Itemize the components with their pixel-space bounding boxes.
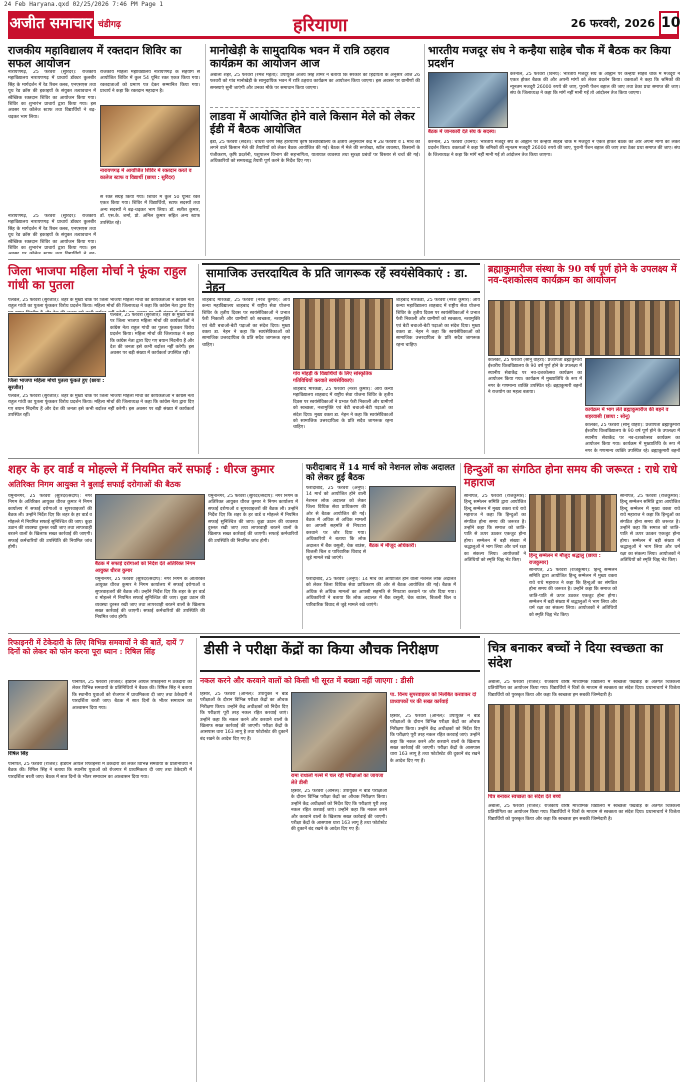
section-divider (8, 458, 680, 459)
story-lok-adalat-body-2: फरीदाबाद, 25 फरवरी (अनूप): 14 मार्च को आयोजित होने वाली नेशनल लोक अदालत को लेकर जिला विधिक सेवा प्राधिकरण की ओर से बैठक आयोजित की गई। बैठक में अधिक से अधिक मामलों का आपसी सहमति से निपटारा करवाने पर जोर दिया गया। अधिकारियों ने बताया कि लोक अदालत में बैंक वसूली, चेक बाउंस, बिजली बिल व पारिवारिक विवाद से जुड़े मामले रखे जाएंगे। (306, 577, 456, 608)
story-dc-inspection-box: पा. विनय सुपरवाइजर को निलंबित करवाकर दो प्राध्यापकों पर की सख्त कार्रवाई (390, 692, 477, 705)
story-lok-adalat-body: फरीदाबाद, 25 फरवरी (अनूप): 14 मार्च को आयोजित होने वाली नेशनल लोक अदालत को लेकर जिला विधिक सेवा प्राधिकरण की ओर से बैठक आयोजित की गई। बैठक में अधिक से अधिक मामलों का आपसी सहमति से निपटारा करवाने पर जोर दिया गया। अधिकारियों ने बताया कि लोक अदालत में बैंक वसूली, चेक बाउंस, बिजली बिल व पारिवारिक विवाद से जुड़े मामले रखे जाएंगे। (306, 486, 366, 562)
column-divider (196, 638, 197, 1082)
story-dc-inspection-caption: रामा राधालो गर्ल्स में चल रही परीक्षाओं का जायजा लेते डीसी (291, 773, 384, 786)
brahmakumaris-event-photo (488, 300, 680, 356)
story-effigy-headline: जिला भाजपा महिला मोर्चा ने फूंका राहुल गांधी का पुतला (8, 264, 187, 293)
story-hindu-sammelan-body: सोनीपत, 25 फरवरी (राजकुमार): हिन्दू सम्मेलन समिति द्वारा आयोजित हिन्दू सम्मेलन में मुख्य वक्ता राधे राधे महाराज ने कहा कि हिन्दुओं का संगठित होना समय की जरूरत है। उन्होंने कहा कि समाज को जाति-पाति से ऊपर उठकर एकजुट होना होगा। सम्मेलन में बड़ी संख्या में श्रद्धालुओं ने भाग लिया और धर्म रक्षा का संकल्प लिया। आयोजकों ने अतिथियों को स्मृति चिह्न भेंट किए। (464, 494, 526, 564)
sanitation-meeting-photo (95, 494, 205, 560)
newspaper-logo: अजीत समाचार (8, 11, 94, 36)
story-night-stay-headline: मानोखेड़ी के सामुदायिक भवन में रात्रि ठहराव कार्यक्रम का आयोजन आज (210, 44, 390, 71)
story-blood-donation-body: नारायणगढ़, 25 फरवरी (सुरिंदर): राजकीय महाविद्यालय नारायणगढ़ में प्राचार्य डॉक्टर कुलबीर सिंह के मार्गदर्शन में रेड रिबन क्लब, एनएसएस तथा यूथ रेड क्रॉस की इकाइयों के संयुक्त तत्वावधान में स्वैच्छिक रक्तदान शिविर का आयोजन किया गया। शिविर का शुभारंभ प्राचार्य द्वारा किया गया। इस अवसर पर कॉलेज स्टाफ तथा विद्यार्थियों ने बढ़-चढ़कर भाग लिया। (8, 70, 96, 120)
story-sanitation-caption: बैठक में सफाई दरोगाओं को निर्देश देते अतिरिक्त निगम आयुक्त धीरज कुमार (95, 561, 196, 574)
labour-union-photo (428, 72, 508, 128)
section-divider (8, 259, 680, 260)
blood-donation-photo (100, 105, 200, 167)
column-divider (205, 44, 206, 256)
section-title: हरियाणा (293, 15, 348, 36)
hindu-sammelan-photo (529, 494, 617, 552)
story-blood-donation-body-2: राजकीय महिला महाविद्यालय नारायणगढ़ के सहयोग से आयोजित शिविर में कुल 54 यूनिट रक्त एकत्र किया गया। रक्तदाताओं को प्रमाण पत्र देकर सम्मानित किया गया। प्राचार्य ने कहा कि रक्तदान महादान है। (100, 70, 200, 95)
brahmakumaris-photo-2 (585, 358, 680, 406)
story-drawing-caption: चित्र बनाकर स्वच्छता का संदेश देते बच्चे (488, 794, 561, 800)
edition-city: चंडीगढ़ (98, 20, 121, 30)
story-lok-adalat-caption: बैठक में मौजूद अधिकारी। (369, 543, 417, 549)
column-divider (198, 264, 199, 454)
story-effigy-body-intro: पलवल, 25 फरवरी (सुरजीत): शहर के मुख्य चौक पर जिला भाजपा महिला मोर्चा की कार्यकर्ताओं ने कांग्रेस नेता राहुल गांधी का पुतला फूंककर विरोध प्रदर्शन किया। महिला मोर्चा की जिलाध्यक्ष ने कहा कि कांग्रेस नेता द्वारा दिए (8, 298, 194, 310)
story-blood-donation-caption: नारायणगढ़ में आयोजित शिविर में रक्तदान करते व कालेज स्टाफ व विद्यार्थी (छाया : सुरिंदर) (100, 168, 192, 181)
story-effigy-body: पलवल, 25 फरवरी (सुरजीत): शहर के मुख्य चौक पर जिला भाजपा महिला मोर्चा की कार्यकर्ताओं ने कांग्रेस नेता राहुल गांधी का पुतला फूंककर विरोध प्रदर्शन किया। महिला मोर्चा की जिलाध्यक्ष ने कहा कि कांग्रेस नेता द्वारा दिए गए बयान निंदनीय हैं और देश की जनता इसे कभी बर्दाश्त नहीं करेगी। इस अवसर पर बड़ी संख्या में कार्यकर्ता उपस्थित रहीं। (110, 313, 194, 357)
story-dc-inspection-headline: डीसी ने परीक्षा केंद्रों का किया औचक निरीक्षण (204, 642, 439, 658)
story-blood-donation-headline: राजकीय महाविद्यालय में रक्तदान शिविर का सफल आयोजन (8, 44, 182, 71)
story-blood-donation-body-3: से रक्त संग्रह किया गया। शिविर में कुल 50 यूनिट रक्त एकत्र किया गया। शिविर में विद्यार्थियों, स्टाफ सदस्यों तथा अन्य सदस्यों ने बढ़-चढ़कर भाग लिया। डॉ. सतीश कुमार, डॉ. एस.के. शर्मा, प्रो. अनिल कुमार सहित अन्य स्टाफ उपस्थित रहे। (100, 195, 200, 226)
story-refinery-headline: रिफाइनरी में टेकेदारी के लिए विभिन्न समवायों ने की बातें, दायें 7 दिनों को लेकर को फोन करना पूरा ध्यान : रिषिल सिंह (8, 638, 185, 656)
story-blood-donation-body-4: नारायणगढ़, 25 फरवरी (सुरिंदर): राजकीय महाविद्यालय नारायणगढ़ में प्राचार्य डॉक्टर कुलबीर सिंह के मार्गदर्शन में रेड रिबन क्लब, एनएसएस तथा यूथ रेड क्रॉस की इकाइयों के संयुक्त तत्वावधान में स्वैच्छिक रक्तदान शिविर का आयोजन किया गया। शिविर का शुभारंभ प्राचार्य द्वारा किया गया। इस (8, 214, 96, 252)
page-number: 10 (659, 11, 679, 36)
children-drawing-photo (488, 704, 680, 792)
story-dc-inspection-subhead: नकल करने और करवाने वालों को किसी भी सूरत में बख्शा नहीं जाएगा : डीसी (200, 676, 414, 685)
column-divider (460, 463, 461, 629)
story-sanitation-body-2: यमुनानगर, 25 फरवरी (सुरिंदर/संदीप): नगर निगम के अतिरिक्त आयुक्त धीरज कुमार ने निगम कार्यालय में सफाई दरोगाओं व सुपरवाइजरों की बैठक ली। उन्होंने निर्देश दिए कि शहर के हर वार्ड व मोहल्ले में नियमित सफाई सुनिश्चित की जाए। कूड़ा उठान की व्यवस्था दुरुस्त रखी जाए तथा लापरवाही बरतने वालों के खिलाफ सख्त कार्रवाई की जाएगी। सफाई कर्मचारियों की उपस्थिति की नियमित जांच होगी। (95, 577, 205, 621)
story-drawing-body: अंबाला, 25 फरवरी (राजेश): राजकीय वरिष्ठ माध्यमिक विद्यालय में स्वच्छता पखवाड़े के अंतर्गत चित्रकला प्रतियोगिता का आयोजन किया गया। विद्यार्थियों ने चित्रों के माध्यम से स्वच्छता का संदेश दिया। प्रधानाचार्य ने विजेता विद्यार्थियों को पुरस्कृत किया और कहा कि स्वच्छता हम सबकी जिम्मेदारी है। (488, 680, 680, 698)
story-effigy-body-2: पलवल, 25 फरवरी (सुरजीत): शहर के मुख्य चौक पर जिला भाजपा महिला मोर्चा की कार्यकर्ताओं ने कांग्रेस नेता राहुल गांधी का पुतला फूंककर विरोध प्रदर्शन किया। महिला मोर्चा की जिलाध्यक्ष ने कहा कि कांग्रेस नेता द्वारा दिए गए बयान निंदनीय हैं और देश की जनता इसे कभी बर्दाश्त नहीं करेगी। इस अवसर पर बड़ी संख्या में कार्यकर्ता उपस्थित रहीं। (8, 394, 194, 419)
story-refinery-caption: रिषिल सिंह (8, 751, 28, 757)
edition-date: 26 फरवरी, 2026 (570, 17, 655, 30)
story-brahmakumaris-body: कालका, 25 फरवरी (सोनू वोहरा): प्रजापिता ब्रह्माकुमारी ईश्वरीय विश्वविद्यालय के 90 वर्ष पूर्ण होने के उपलक्ष्य में स्थानीय सेवाकेंद्र पर नव-दशकोत्सव कार्यक्रम का आयोजन किया गया। कार्यक्रम में मुख्यातिथि के रूप में नगर के गणमान्य व्यक्ति उपस्थित रहे। ब्रह्माकुमारी बहनों ने राजयोग का महत्व बताया। (488, 358, 582, 396)
story-sanitation-subhead: अतिरिक्त निगम आयुक्त ने बुलाई सफाई दरोगाओं की बैठक (8, 479, 181, 489)
section-divider (8, 633, 680, 634)
story-farmer-fair-body: ईडी, 25 फरवरी (संदेश): चौधरी चरण सिंह हरियाणा कृषि विश्वविद्यालय के क्षेत्रीय अनुसंधान केंद्र में 28 फरवरी व 1 मार्च को लगने वाले किसान मेले की तैयारियों को लेकर बैठक आयोजित की गई। बैठक में मेले की रूपरेखा, स्टॉल व्यवस्था, किसानों के पंजीकरण, कृषि प्रदर्शनी, पशुपालन विभाग की सहभागिता, यातायात व्यवस्था तथा सुरक्षा प्रबंधों पर विस्तार से चर्चा की गई। अधिकारियों को समयबद्ध तैयारी पूर्ण करने के निर्देश दिए गए। (210, 140, 420, 165)
story-night-stay-body: अंबाला शहर, 25 फरवरी (रमेश मेहता): उपायुक्त अजय सिंह तोमर ने बताया कि सरकार की हिदायतों के अनुसार आज 26 फरवरी को गांव मानोखेड़ी के सामुदायिक भवन में रात्रि ठहराव कार्यक्रम का आयोजन किया जाएगा। इस अवसर पर ग्रामीणों की समस्याएं सुनी जाएंगी और उनका मौके पर समाधान किया जाएगा। (210, 73, 420, 91)
story-hindu-sammelan-body-3: सोनीपत, 25 फरवरी (राजकुमार): हिन्दू सम्मेलन समिति द्वारा आयोजित हिन्दू सम्मेलन में मुख्य वक्ता राधे राधे महाराज ने कहा कि हिन्दुओं का संगठित होना समय की जरूरत है। उन्होंने कहा कि समाज को जाति-पाति से ऊपर उठकर एकजुट होना होगा। सम्मेलन में बड़ी संख्या में श्रद्धालुओं ने भाग लिया और धर्म रक्षा का संकल्प लिया। आयोजकों ने अतिथियों को स्मृति चिह्न भेंट किए। (620, 494, 680, 564)
story-brahmakumaris-headline: ब्रह्माकुमारीज संस्था के 90 वर्ष पूर्ण होने के उपलक्ष्य में नव-दशकोत्सव कार्यक्रम का आयोजन (488, 264, 677, 287)
column-divider (484, 638, 485, 1082)
story-labour-union-body-2: करनाल, 25 फरवरी (विनय): भारतीय मजदूर संघ के आह्वान पर कन्हैया साहेब चौक में मजदूरों ने एकत्र होकर बैठक की और अपनी मांगों को लेकर प्रदर्शन किया। वक्ताओं ने कहा कि श्रमिकों की न्यूनतम मजदूरी 26000 रुपये की जाए, पुरानी पेंशन बहाल की जाए तथा ठेका प्रथा समाप्त की जाए। संघ के जिलाध्यक्ष ने कहा कि मांगें नहीं मानी गईं तो आंदोलन तेज किया जाएगा। (428, 140, 680, 158)
story-labour-union-caption: बैठक में जानकारी देते संघ के सदस्य। (428, 129, 496, 135)
story-dc-inspection-body-2: हिसार, 25 फरवरी (अनिल): उपायुक्त ने बोर्ड परीक्षाओं के दौरान विभिन्न परीक्षा केंद्रों का औचक निरीक्षण किया। उन्होंने केंद्र अधीक्षकों को निर्देश दिए कि परीक्षाएं पूरी तरह नकल रहित करवाई जाएं। उन्होंने कहा कि नकल करने और करवाने वालों के खिलाफ सख्त कार्रवाई की जाएगी। परीक्षा केंद्रों के आसपास धारा 163 लागू है तथा फोटोस्टेट की दुकानें बंद रखने के आदेश दिए गए हैं। (390, 714, 480, 764)
story-drawing-body-2: अंबाला, 25 फरवरी (राजेश): राजकीय वरिष्ठ माध्यमिक विद्यालय में स्वच्छता पखवाड़े के अंतर्गत चित्रकला प्रतियोगिता का आयोजन किया गया। विद्यार्थियों ने चित्रों के माध्यम से स्वच्छता का संदेश दिया। प्रधानाचार्य ने विजेता विद्यार्थियों को पुरस्कृत किया और कहा कि स्वच्छता हम सबकी जिम्मेदारी है। (488, 804, 680, 822)
column-divider (484, 264, 485, 454)
dc-inspection-photo (291, 692, 387, 772)
story-separator (210, 107, 420, 108)
story-volunteers-body-2: शाहबाद मारकंडा, 25 फरवरी (नरेश कुमार): आर्य कन्या महाविद्यालय शाहबाद में राष्ट्रीय सेवा योजना शिविर के तृतीय दिवस पर स्वयंसेविकाओं ने प्रभात फेरी निकाली और ग्रामीणों को स्वच्छता, नशामुक्ति एवं बेटी बचाओ-बेटी पढ़ाओ का संदेश दिया। मुख्य वक्ता डा. नेहन ने कहा कि स्वयंसेविकाओं को सामाजिक उत्तरदायित्व के प्रति सदैव जागरूक रहना चाहिए। (293, 387, 393, 431)
story-sanitation-body: यमुनानगर, 25 फरवरी (सुरिंदर/संदीप): नगर निगम के अतिरिक्त आयुक्त धीरज कुमार ने निगम कार्यालय में सफाई दरोगाओं व सुपरवाइजरों की बैठक ली। उन्होंने निर्देश दिए कि शहर के हर वार्ड व मोहल्ले में नियमित सफाई सुनिश्चित की जाए। कूड़ा उठान की व्यवस्था दुरुस्त रखी जाए तथा लापरवाही बरतने वालों के खिलाफ सख्त कार्रवाई की जाएगी। सफाई कर्मचारियों की उपस्थिति की नियमित जांच होगी। (8, 494, 92, 551)
column-divider (424, 44, 425, 256)
story-brahmakumaris-caption: कार्यक्रम में भाग लेते ब्रह्माकुमारीज की बहनें व शहरवासी (छाया : सोनू) (585, 407, 669, 420)
story-refinery-body-2: पानीपत, 25 फरवरी (राजेश): इंडियन ऑयल रिफाइनरी में ठेकेदारी को लेकर विभिन्न समवायों के प्रतिनिधियों ने बैठक की। रिषिल सिंह ने बताया कि स्थानीय युवाओं को रोजगार में प्राथमिकता दी जाए तथा ठेकेदारी में पारदर्शिता बरती जाए। बैठक में सात दिनों के भीतर समाधान का आश्वासन दिया गया। (8, 762, 192, 780)
story-hindu-sammelan-headline: हिन्दुओं का संगठित होना समय की जरूरत : राधे राधे महाराज (464, 463, 678, 490)
story-refinery-body: पानीपत, 25 फरवरी (राजेश): इंडियन ऑयल रिफाइनरी में ठेकेदारी को लेकर विभिन्न समवायों के प्रतिनिधियों ने बैठक की। रिषिल सिंह ने बताया कि स्थानीय युवाओं को रोजगार में प्राथमिकता दी जाए तथा ठेकेदारी में पारदर्शिता बरती जाए। बैठक में सात दिनों के भीतर समाधान का आश्वासन दिया गया। (72, 680, 192, 711)
story-hindu-sammelan-caption: हिन्दू सम्मेलन में मौजूद श्रद्धालु (छाया : राजकुमार) (529, 553, 601, 566)
story-dc-inspection-body-3: हिसार, 25 फरवरी (अनिल): उपायुक्त ने बोर्ड परीक्षाओं के दौरान विभिन्न परीक्षा केंद्रों का औचक निरीक्षण किया। उन्होंने केंद्र अधीक्षकों को निर्देश दिए कि परीक्षाएं पूरी तरह नकल रहित करवाई जाएं। उन्होंने कहा कि नकल करने और करवाने वालों के खिलाफ सख्त कार्रवाई की जाएगी। परीक्षा केंद्रों के आसपास धारा 163 लागू है तथा फोटोस्टेट की दुकानें बंद रखने के आदेश दिए गए हैं। (291, 789, 387, 833)
story-sanitation-body-3: यमुनानगर, 25 फरवरी (सुरिंदर/संदीप): नगर निगम के अतिरिक्त आयुक्त धीरज कुमार ने निगम कार्यालय में सफाई दरोगाओं व सुपरवाइजरों की बैठक ली। उन्होंने निर्देश दिए कि शहर के हर वार्ड व मोहल्ले में नियमित सफाई सुनिश्चित की जाए। कूड़ा उठान की व्यवस्था दुरुस्त रखी जाए तथा लापरवाही बरतने वालों के खिलाफ सख्त कार्रवाई की जाएगी। सफाई कर्मचारियों की उपस्थिति की नियमित जांच होगी। (208, 494, 298, 544)
story-volunteers-body-3: शाहबाद मारकंडा, 25 फरवरी (नरेश कुमार): आर्य कन्या महाविद्यालय शाहबाद में राष्ट्रीय सेवा योजना शिविर के तृतीय दिवस पर स्वयंसेविकाओं ने प्रभात फेरी निकाली और ग्रामीणों को स्वच्छता, नशामुक्ति एवं बेटी बचाओ-बेटी पढ़ाओ का संदेश दिया। मुख्य वक्ता डा. नेहन ने कहा कि स्वयंसेविकाओं को सामाजिक उत्तरदायित्व के प्रति सदैव जागरूक रहना चाहिए। (396, 298, 480, 348)
story-dc-inspection-body: हिसार, 25 फरवरी (अनिल): उपायुक्त ने बोर्ड परीक्षाओं के दौरान विभिन्न परीक्षा केंद्रों का औचक निरीक्षण किया। उन्होंने केंद्र अधीक्षकों को निर्देश दिए कि परीक्षाएं पूरी तरह नकल रहित करवाई जाएं। उन्होंने कहा कि नकल करने और करवाने वालों के खिलाफ सख्त कार्रवाई की जाएगी। परीक्षा केंद्रों के आसपास धारा 163 लागू है तथा फोटोस्टेट की दुकानें बंद रखने के आदेश दिए गए हैं। (200, 692, 288, 742)
masthead (8, 11, 679, 39)
story-labour-union-headline: भारतीय मजदूर संघ ने कन्हैया साहेब चौक में बैठक कर किया प्रदर्शन (428, 44, 671, 71)
story-volunteers-caption: गांव मोहड़ी के विद्यार्थियों के लिए सांस्कृतिक गतिविधियों करवाते स्वयंसेविकाएं। (293, 371, 373, 384)
story-hindu-sammelan-body-2: सोनीपत, 25 फरवरी (राजकुमार): हिन्दू सम्मेलन समिति द्वारा आयोजित हिन्दू सम्मेलन में मुख्य वक्ता राधे राधे महाराज ने कहा कि हिन्दुओं का संगठित होना समय की जरूरत है। उन्होंने कहा कि समाज को जाति-पाति से ऊपर उठकर एकजुट होना होगा। सम्मेलन में बड़ी संख्या में श्रद्धालुओं ने भाग लिया और धर्म रक्षा का संकल्प लिया। आयोजकों ने अतिथियों को स्मृति चिह्न भेंट किए। (529, 568, 617, 618)
story-sanitation-headline: शहर के हर वार्ड व मोहल्ले में नियमित करें सफाई : धीरज कुमार (8, 462, 275, 476)
story-labour-union-body: करनाल, 25 फरवरी (विनय): भारतीय मजदूर संघ के आह्वान पर कन्हैया साहेब चौक में मजदूरों ने एकत्र होकर बैठक की और अपनी मांगों को लेकर प्रदर्शन किया। वक्ताओं ने कहा कि श्रमिकों की न्यूनतम मजदूरी 26000 रुपये की जाए, पुरानी पेंशन बहाल की जाए तथा ठेका प्रथा समाप्त की जाए। संघ के जिलाध्यक्ष ने कहा कि मांगें नहीं मानी गईं तो आंदोलन तेज किया जाएगा। (510, 72, 680, 97)
effigy-burning-photo (8, 313, 106, 377)
rishil-singh-portrait (8, 680, 68, 750)
column-divider (302, 463, 303, 629)
story-lok-adalat-headline: फरीदाबाद में 14 मार्च को नेशनल लोक अदालत को लेकर हुई बैठक (306, 463, 455, 484)
story-effigy-caption: जिला भाजपा महिला मोर्चा पुतला फूंकते हुए (छाया : सुरजीत) (8, 378, 105, 391)
lok-adalat-meeting-photo (369, 486, 456, 542)
print-slug: 24 Feb Haryana.qxd 02/25/2026 7:46 PM Page 1 (4, 1, 163, 8)
story-brahmakumaris-body-2: कालका, 25 फरवरी (सोनू वोहरा): प्रजापिता ब्रह्माकुमारी ईश्वरीय विश्वविद्यालय के 90 वर्ष पूर्ण होने के उपलक्ष्य में स्थानीय सेवाकेंद्र पर नव-दशकोत्सव कार्यक्रम का आयोजन किया गया। कार्यक्रम में मुख्यातिथि के रूप में नगर के गणमान्य व्यक्ति उपस्थित रहे। ब्रह्माकुमारी बहनों (585, 423, 680, 454)
story-drawing-headline: चित्र बनाकर बच्चों ने दिया स्वच्छता का संदेश (488, 640, 663, 670)
story-volunteers-headline: सामाजिक उत्तरदायित्व के प्रति जागरूक रहें स्वयंसेविकाएं : डा. नेहन (206, 266, 468, 294)
volunteers-cultural-photo (293, 298, 393, 370)
story-volunteers-body: शाहबाद मारकंडा, 25 फरवरी (नरेश कुमार): आर्य कन्या महाविद्यालय शाहबाद में राष्ट्रीय सेवा योजना शिविर के तृतीय दिवस पर स्वयंसेविकाओं ने प्रभात फेरी निकाली और ग्रामीणों को स्वच्छता, नशामुक्ति एवं बेटी बचाओ-बेटी पढ़ाओ का संदेश दिया। मुख्य वक्ता डा. नेहन ने कहा कि स्वयंसेविकाओं को सामाजिक उत्तरदायित्व के प्रति सदैव जागरूक रहना चाहिए। (202, 298, 290, 348)
story-farmer-fair-headline: लाडवा में आयोजित होने वाले किसान मेले को लेकर ईडी में बैठक आयोजित (210, 110, 415, 137)
